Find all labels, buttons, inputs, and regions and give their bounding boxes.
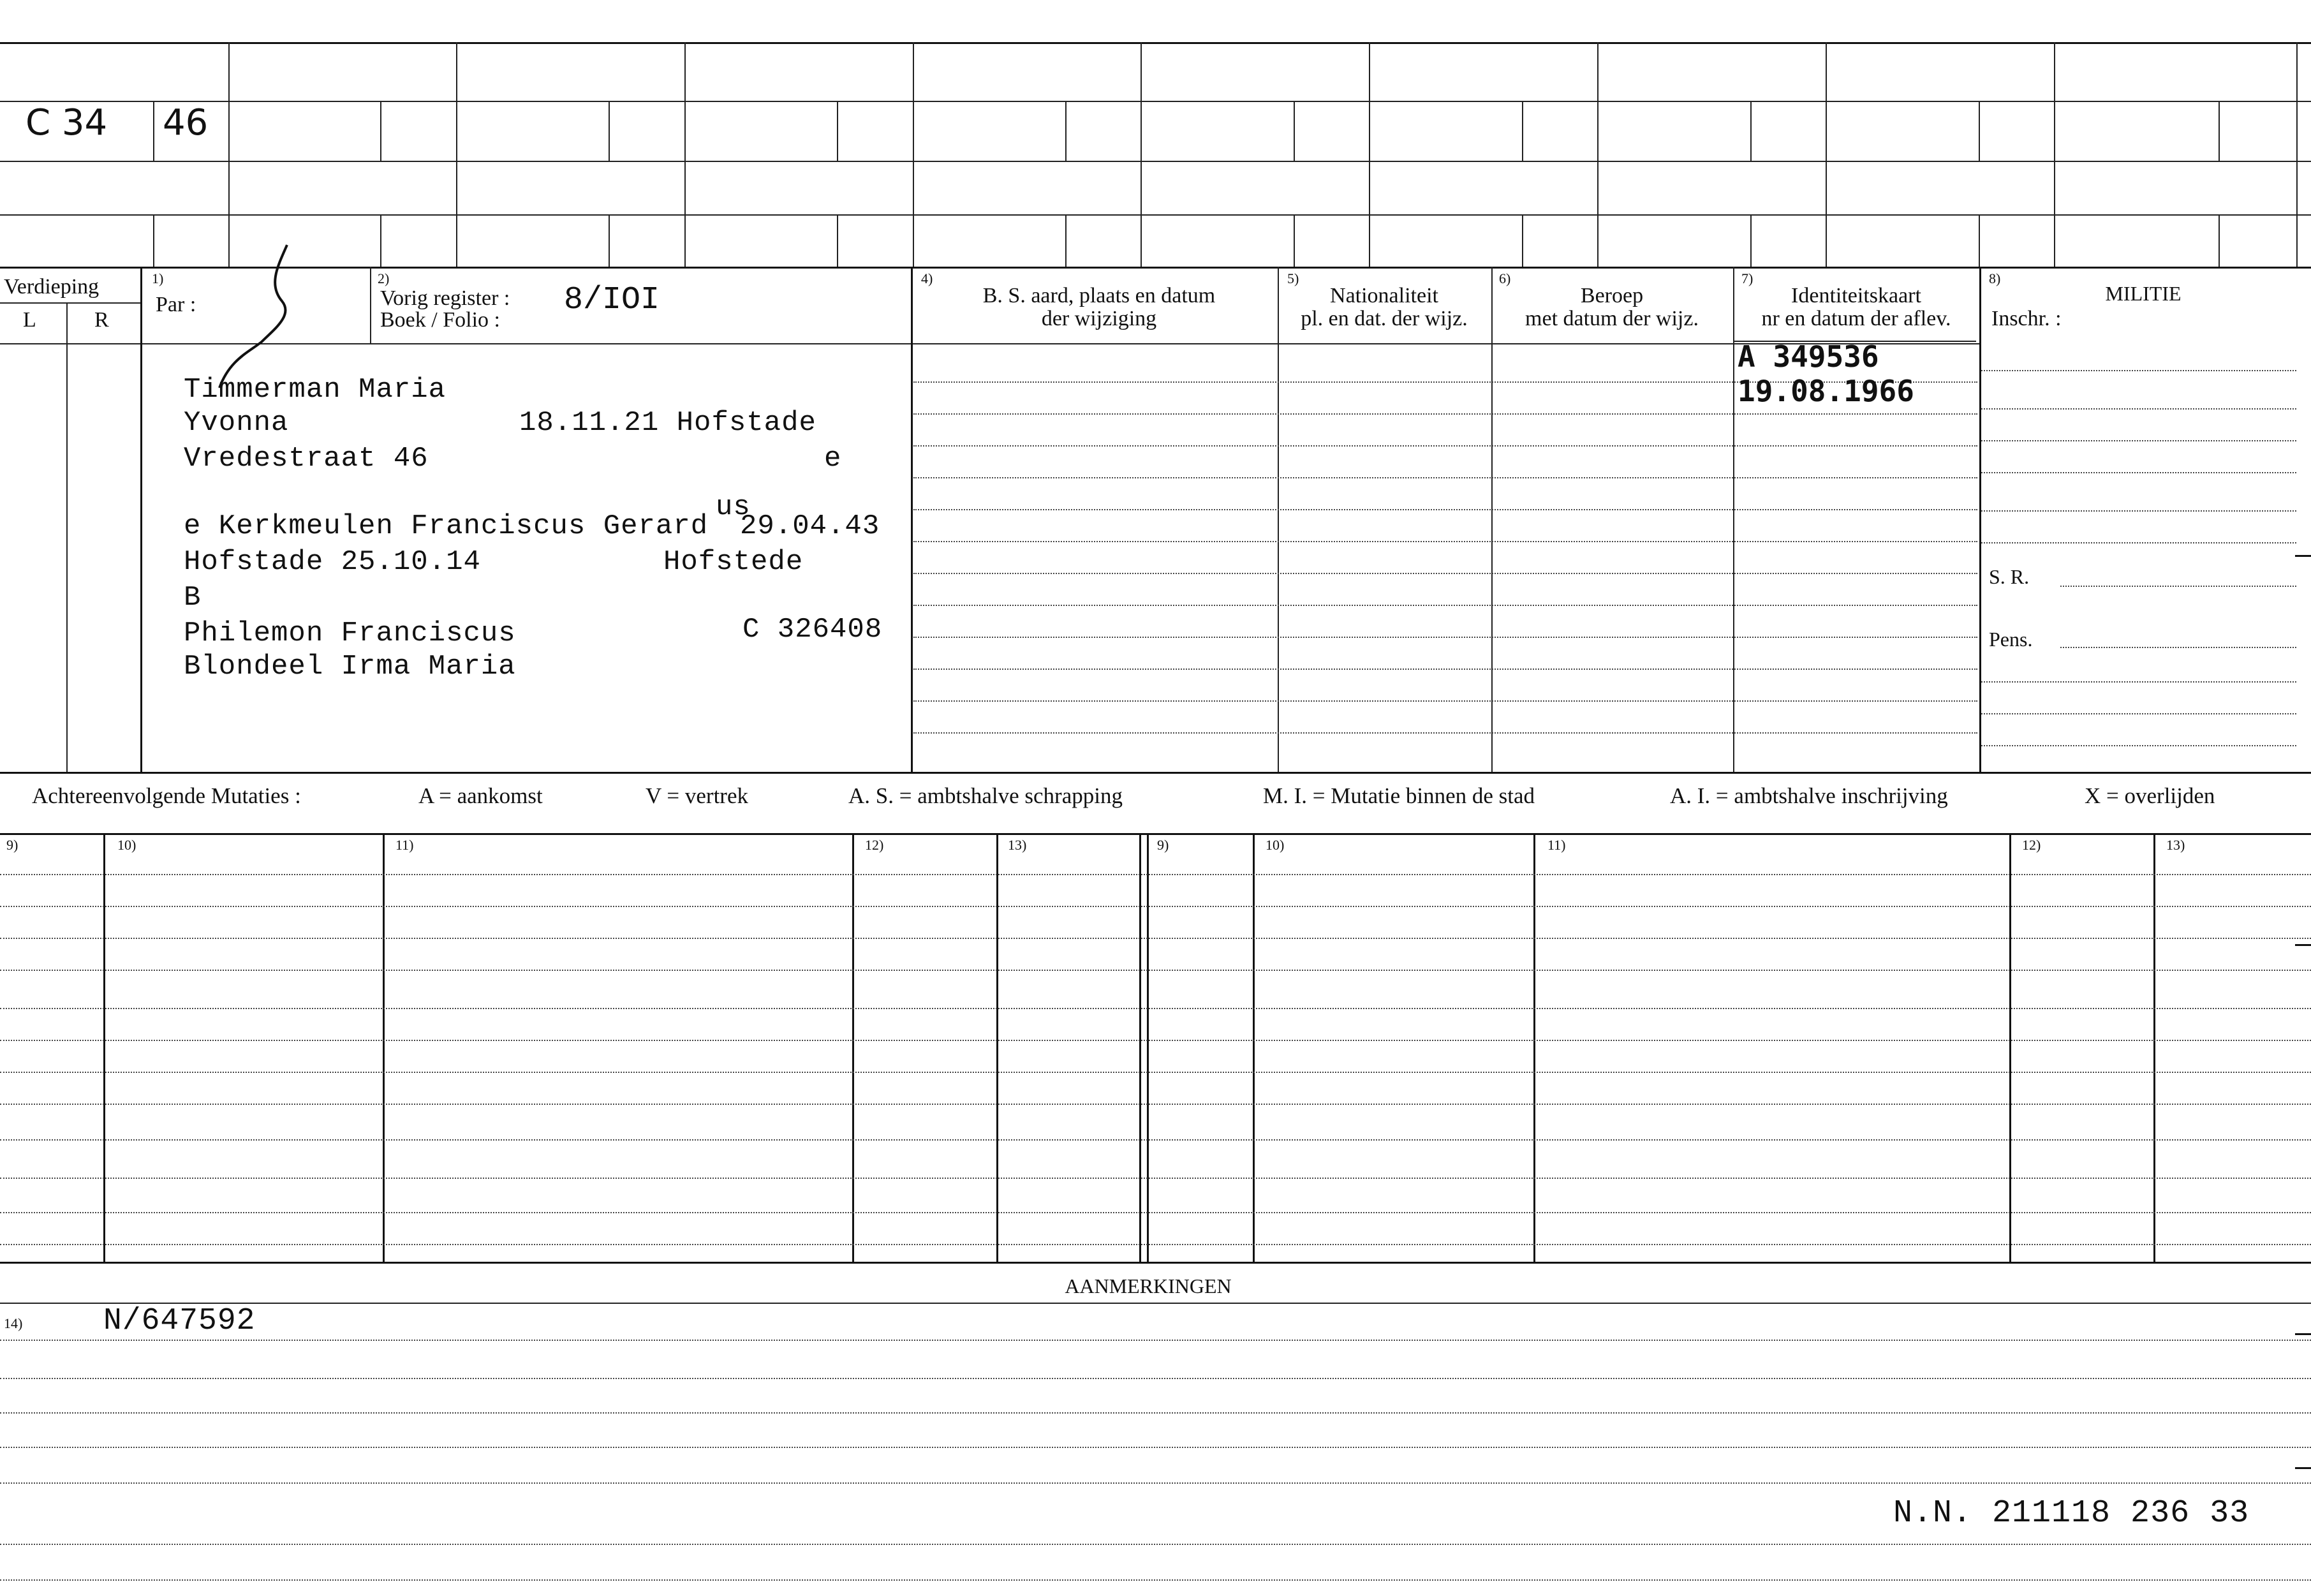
mut-col-label-left-12: 12) [865,837,884,853]
spouse-name: e Kerkmeulen Franciscus Gerard [184,510,709,542]
row-line [913,573,1977,574]
mut-col-label-right-13: 13) [2166,837,2185,853]
militie-line [1981,370,2296,371]
mut-row-line [0,1212,2311,1213]
mut-col [1253,833,1255,1262]
col-number-4: 4) [921,270,933,286]
mut-col-label-right-10: 10) [1266,837,1285,853]
verdieping-l-label: L [23,308,36,332]
aanm-line [0,1378,2311,1379]
aanm-line [0,1544,2311,1545]
edge-tick [2295,944,2311,946]
grid-subcol [1065,101,1067,161]
col-divider-lr [66,302,68,772]
legend-aankomst: A = aankomst [418,783,543,808]
mutaties-top-border [0,772,2311,774]
grid-col [1597,42,1599,267]
col-divider-nat [1278,267,1279,772]
col-divider-id [1733,267,1734,772]
grid-subcol [1522,214,1523,267]
vorig-register-value: 8/IOI [564,282,660,318]
mut-row-line [0,1072,2311,1073]
mutaties-header-line [0,833,2311,835]
legend-ambtshalve-schrapping: A. S. = ambtshalve schrapping [848,783,1123,808]
aanmerkingen-number: 14) [4,1315,23,1331]
mut-col [996,833,998,1262]
mother-name: Blondeel Irma Maria [184,651,516,683]
grid-subcol [1522,101,1523,161]
aanm-line [0,1447,2311,1448]
row-line [913,509,1977,510]
grid-subcol [153,101,154,161]
verdieping-r-label: R [94,308,109,332]
mut-col-label-right-9: 9) [1157,837,1169,853]
identiteitskaart-label-2: nr en datum der aflev. [1761,307,1951,330]
id-card-number: A 349536 [1738,339,1879,374]
nationaliteit-label-1: Nationaliteit [1330,284,1438,307]
aanmerkingen-header-line [0,1303,2311,1304]
edge-tick [2295,555,2311,557]
grid-subcol [1979,214,1980,267]
militie-line [1981,510,2296,512]
mutaties-title: Achtereenvolgende Mutaties : [32,783,301,808]
aanm-line [0,1340,2311,1341]
militie-line [1981,681,2296,683]
mut-row-line [0,970,2311,971]
row-line [913,477,1977,478]
militie-label: MILITIE [2105,282,2182,305]
grid-col [228,42,230,267]
row-line [913,541,1977,542]
mut-col-label-left-10: 10) [117,837,137,853]
grid-col [456,42,457,267]
mut-col [852,833,854,1262]
top-row-line [0,214,2311,216]
mut-row-line [0,938,2311,939]
mut-col [103,833,105,1262]
militie-line [1981,542,2296,543]
row-line [913,700,1977,702]
mut-col-double [1147,833,1149,1262]
pens-label: Pens. [1989,628,2033,651]
aanm-line [0,1412,2311,1414]
grid-col [684,42,686,267]
person-firstname: Yvonna [184,407,289,439]
nationaliteit-label-2: pl. en dat. der wijz. [1301,307,1468,330]
mut-col [1533,833,1535,1262]
spouse-birth-date: 29.04.43 [740,510,880,542]
verdieping-divider [0,302,140,304]
identiteitskaart-label-1: Identiteitskaart [1791,284,1921,307]
sr-dots [2060,586,2296,587]
grid-subcol [837,101,838,161]
row-line [913,669,1977,670]
father-name: Philemon Franciscus [184,617,516,649]
col-number-2: 2) [378,270,390,286]
militie-line [1981,472,2296,473]
top-row-line [0,101,2311,102]
mut-col-label-left-13: 13) [1008,837,1027,853]
row-line [913,637,1977,638]
grid-subcol [380,214,381,267]
header-top-border [0,267,2311,269]
grid-col [1369,42,1370,267]
par-hook-mark [217,240,319,393]
legend-vertrek: V = vertrek [646,783,748,808]
house-number: 46 [163,102,209,144]
grid-subcol [1750,101,1752,161]
person-name: Timmerman Maria [184,374,447,406]
aanm-line [0,1482,2311,1484]
par-label: Par : [156,293,196,316]
spouse-place: Hofstede [663,546,804,578]
pens-dots [2060,647,2296,648]
person-letter: B [184,582,202,614]
beroep-label-1: Beroep [1580,284,1644,307]
mut-col-label-left-11: 11) [395,837,414,853]
mut-row-line [0,1104,2311,1105]
mut-col-label-left-9: 9) [6,837,18,853]
spouse-name-sup: us [716,491,751,523]
edge-tick [2295,1467,2311,1469]
mut-col [2153,833,2155,1262]
militie-line [1981,713,2296,714]
grid-subcol [1294,101,1295,161]
father-code: C 326408 [742,614,883,646]
mutaties-bottom-line [0,1262,2311,1264]
grid-col [913,42,914,267]
col-divider-verdieping [140,267,142,772]
militie-line [1981,440,2296,441]
col-divider-par [370,267,371,343]
vorig-register-label: Vorig register : [380,286,510,310]
grid-subcol [1750,214,1752,267]
bs-label-2: der wijziging [1041,307,1157,330]
mut-row-line [0,1040,2311,1041]
grid-subcol [609,214,610,267]
grid-col [1141,42,1142,267]
grid-subcol [2219,214,2220,267]
top-row-line [0,161,2311,162]
mut-col-label-right-11: 11) [1547,837,1566,853]
boek-folio-label: Boek / Folio : [380,308,500,332]
mut-row-line [0,874,2311,875]
mut-col [2009,833,2011,1262]
row-line [913,445,1977,447]
edge-tick [2295,1333,2311,1335]
grid-subcol [837,214,838,267]
col-divider-militie [1979,267,1981,772]
grid-subcol [2219,101,2220,161]
aanmerkingen-title: AANMERKINGEN [1065,1275,1232,1297]
legend-ambtshalve-inschrijving: A. I. = ambtshalve inschrijving [1670,783,1948,808]
grid-col [2054,42,2055,267]
mut-col-double [1139,833,1141,1262]
legend-mutatie-binnen: M. I. = Mutatie binnen de stad [1263,783,1535,808]
aanmerkingen-value: N/647592 [103,1304,256,1338]
id-card-date: 19.08.1966 [1738,374,1914,408]
grid-subcol [1065,214,1067,267]
mut-row-line [0,1139,2311,1141]
row-line [913,732,1977,734]
grid-col [2296,42,2298,267]
mut-col [383,833,385,1262]
militie-line [1981,408,2296,410]
beroep-label-2: met datum der wijz. [1525,307,1699,330]
person-birth: 18.11.21 Hofstade [519,407,816,439]
grid-subcol [609,101,610,161]
aanm-line [0,1579,2311,1581]
col-number-1: 1) [152,270,164,286]
person-address-mark: e [824,443,842,475]
col-divider-beroep [1491,267,1493,772]
grid-subcol [1979,101,1980,161]
col-number-8: 8) [1989,270,2001,286]
col-number-6: 6) [1499,270,1511,286]
mut-row-line [0,1244,2311,1245]
mut-row-line [0,1008,2311,1009]
grid-subcol [1294,214,1295,267]
sr-label: S. R. [1989,565,2030,588]
bs-label-1: B. S. aard, plaats en datum [982,284,1216,307]
legend-overlijden: X = overlijden [2085,783,2215,808]
mut-row-line [0,1178,2311,1179]
militie-line [1981,745,2296,746]
row-line [913,605,1977,606]
grid-subcol [153,214,154,267]
grid-col [1826,42,1827,267]
col-number-5: 5) [1287,270,1299,286]
row-line [913,413,1977,415]
mut-row-line [0,906,2311,907]
mut-col-label-right-12: 12) [2022,837,2041,853]
spouse-birth-place-date: Hofstade 25.10.14 [184,546,481,578]
col-number-7: 7) [1741,270,1754,286]
top-border [0,42,2311,44]
register-code: C 34 [26,102,108,144]
grid-subcol [380,101,381,161]
inschr-label: Inschr. : [1991,307,2062,330]
person-address: Vredestraat 46 [184,443,429,475]
verdieping-label: Verdieping [4,275,100,299]
col-divider-main [911,267,913,772]
national-number: N.N. 211118 236 33 [1893,1495,2250,1532]
